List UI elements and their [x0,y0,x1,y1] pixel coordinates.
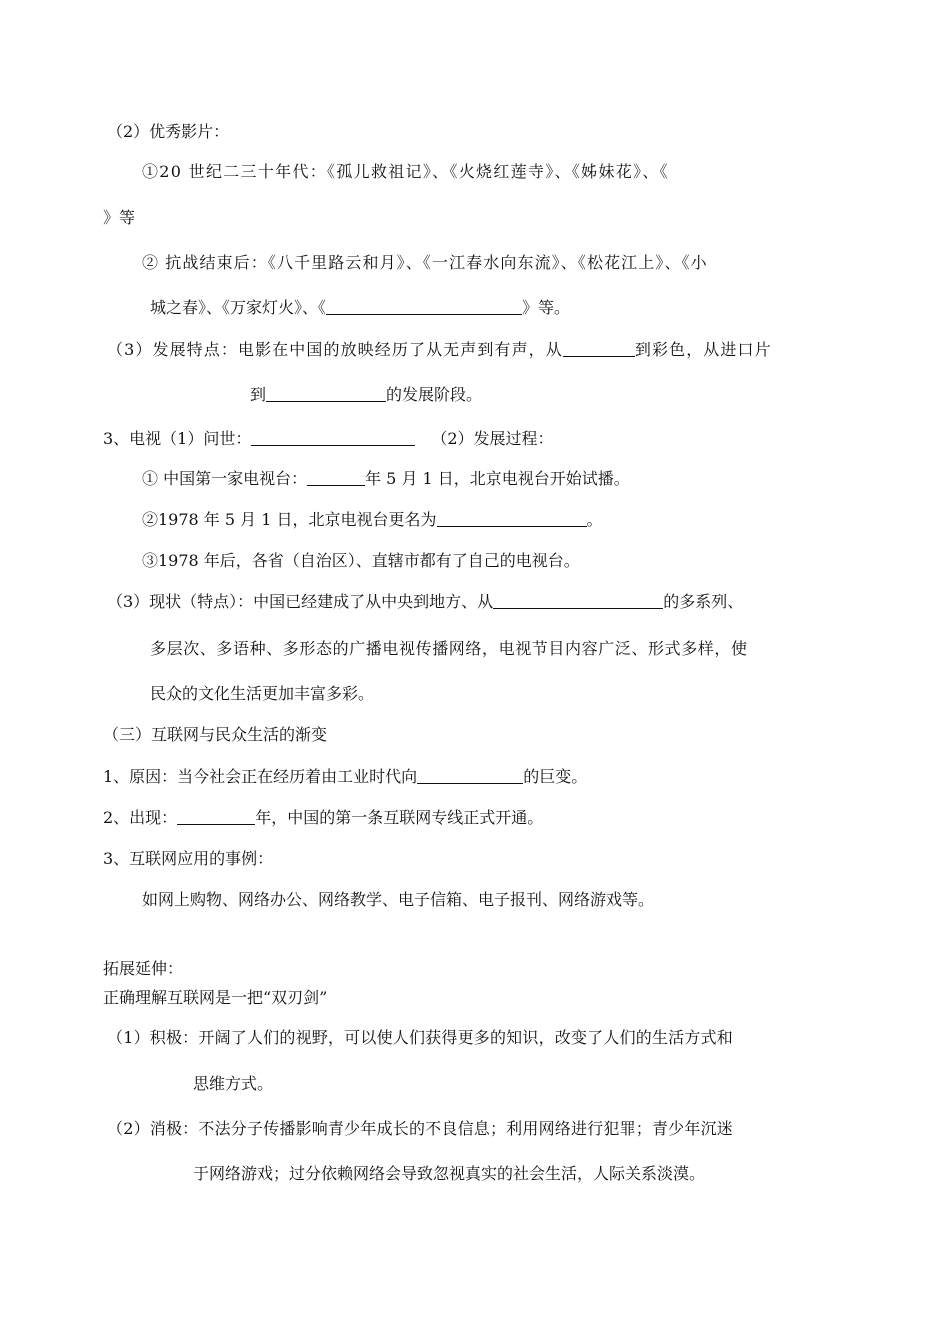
tv-p1-post: 年 5 月 1 日，北京电视台开始试播。 [365,469,630,488]
internet-apps-heading: 3、互联网应用的事例： [103,849,274,868]
internet-cause-pre: 1、原因：当今社会正在经历着由工业时代向 [103,767,418,786]
fill-blank[interactable] [177,808,255,825]
tv-point-2 [142,510,603,530]
tv-status-post: 的多系列、 [663,592,744,611]
tv-status [107,592,743,612]
tv-point-1 [142,469,630,489]
tv-status-pre: （3）现状（特点）：中国已经建成了从中央到地方、从 [107,592,494,611]
extension-negative-1: （2）消极：不法分子传播影响青少年成长的不良信息；利用网络进行犯罪；青少年沉迷 [107,1119,733,1138]
internet-appear [103,808,543,828]
fill-blank[interactable] [563,340,635,357]
film-item-1b: 》等 [103,208,136,227]
fill-blank[interactable] [266,385,386,402]
extension-positive-2: 思维方式。 [193,1074,274,1093]
tv-heading-pre: 3、电视（1）问世： [103,429,252,448]
fill-blank[interactable] [417,767,523,784]
film-feature-2 [250,385,482,405]
tv-status-2: 多层次、多语种、多形态的广播电视传播网络，电视节目内容广泛、形式多样，使 [150,639,748,658]
internet-appear-post: 年，中国的第一条互联网专线正式开通。 [255,808,544,827]
fill-blank[interactable] [326,298,522,315]
internet-heading: （三）互联网与民众生活的渐变 [103,725,328,744]
film-item-2a: ② 抗战结束后：《八千里路云和月》、《一江春水向东流》、《松花江上》、《小 [142,253,708,272]
fill-blank[interactable] [493,592,663,609]
film-item-2b-post: 》等。 [522,298,571,317]
tv-heading [103,429,554,449]
tv-p2-post: 。 [586,510,603,529]
film-feature-post: 到彩色，从进口片 [634,340,772,359]
extension-positive-1: （1）积极：开阔了人们的视野，可以使人们获得更多的知识，改变了人们的生活方式和 [107,1028,733,1047]
extension-negative-2: 于网络游戏；过分依赖网络会导致忽视真实的社会生活，人际关系淡漠。 [193,1164,706,1183]
tv-p1-pre: ① 中国第一家电视台： [142,469,308,488]
film-heading: （2）优秀影片： [107,122,230,141]
film-item-2b-pre: 城之春》、《万家灯火》、《 [150,298,327,317]
extension-heading: 拓展延伸： [103,959,184,978]
film-feature [107,340,772,360]
fill-blank[interactable] [251,429,415,446]
tv-status-3: 民众的文化生活更加丰富多彩。 [150,684,375,703]
internet-cause [103,767,587,787]
film-feature2-post: 的发展阶段。 [386,385,483,404]
film-item-1a: ①20 世纪二三十年代：《孤儿救祖记》、《火烧红莲寺》、《姊妹花》、《 [142,162,669,181]
tv-p2-pre: ②1978 年 5 月 1 日，北京电视台更名为 [142,510,437,529]
tv-point-3: ③1978 年后，各省（自治区）、直辖市都有了自己的电视台。 [142,551,580,570]
film-feature2-pre: 到 [250,385,267,404]
fill-blank[interactable] [437,510,587,527]
film-feature-pre: （3）发展特点：电影在中国的放映经历了从无声到有声，从 [107,340,563,359]
tv-heading-post: （2）发展过程： [431,429,554,448]
film-item-2b [150,298,570,318]
internet-cause-post: 的巨变。 [523,767,588,786]
internet-appear-pre: 2、出现： [103,808,178,827]
fill-blank[interactable] [307,469,365,486]
extension-title: 正确理解互联网是一把“双刃剑” [103,988,328,1007]
internet-apps: 如网上购物、网络办公、网络教学、电子信箱、电子报刊、网络游戏等。 [142,890,655,909]
